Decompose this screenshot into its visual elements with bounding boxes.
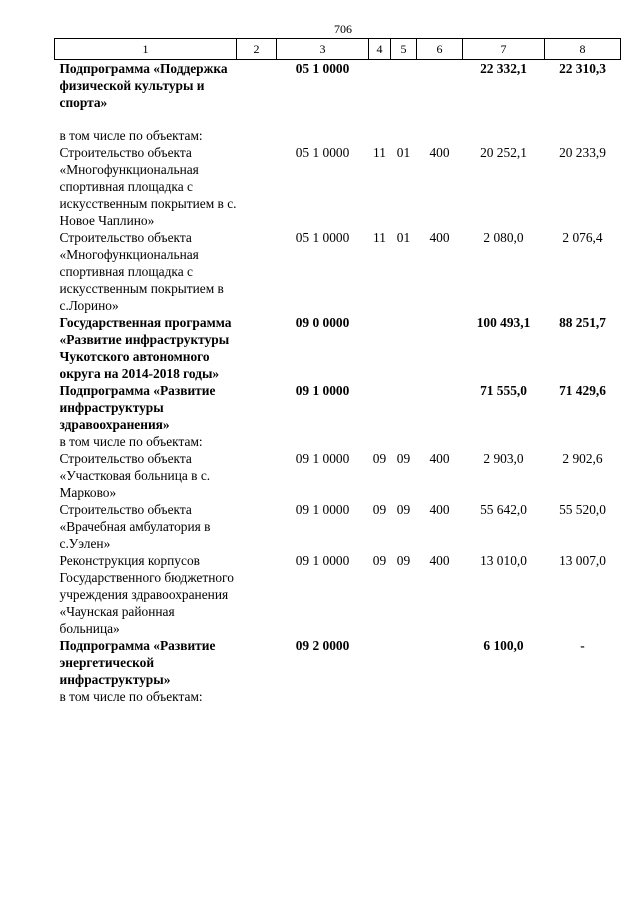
item-fact: - xyxy=(580,638,585,653)
item-name: Строительство объекта «Врачебная амбулатория в с.Уэлен» xyxy=(59,502,211,551)
table-row xyxy=(55,433,621,450)
item-plan: 22 332,1 xyxy=(480,61,527,76)
item-pr: 01 xyxy=(396,145,411,160)
header-cell: 4 xyxy=(369,39,391,60)
item-rz xyxy=(369,314,391,382)
item-vr: 400 xyxy=(429,451,450,466)
item-name: Государственная программа «Развитие инфраструктуры Чукотского автономного округа на 2014-2018 годы» xyxy=(59,315,232,381)
item-code: 09 1 0000 xyxy=(295,502,350,517)
item-fact: 55 520,0 xyxy=(559,502,606,517)
item-name: Реконструкция корпусов Государственного бюджетного учреждения здравоохранения «Чаунская районная больница» xyxy=(59,553,234,636)
item-plan: 2 080,0 xyxy=(483,230,524,245)
item-vr: 400 xyxy=(429,230,450,245)
table-row xyxy=(55,127,621,144)
header-cell: 1 xyxy=(55,39,237,60)
table-row xyxy=(55,229,621,314)
item-vr xyxy=(417,60,463,112)
item-vr: 400 xyxy=(429,502,450,517)
item-fact: 71 429,6 xyxy=(559,383,606,398)
item-code: 09 1 0000 xyxy=(295,451,350,466)
budget-table xyxy=(54,38,621,705)
header-cell: 5 xyxy=(391,39,417,60)
header-cell: 2 xyxy=(237,39,277,60)
item-plan: 71 555,0 xyxy=(480,383,527,398)
table-row xyxy=(55,501,621,552)
item-rz: 11 xyxy=(373,230,386,245)
header-cell: 6 xyxy=(417,39,463,60)
item-code: 09 1 0000 xyxy=(295,383,350,398)
item-vr: 400 xyxy=(429,145,450,160)
item-fact: 2 076,4 xyxy=(562,230,603,245)
item-plan: 13 010,0 xyxy=(480,553,527,568)
item-rz: 11 xyxy=(373,145,386,160)
header-cell: 7 xyxy=(463,39,545,60)
item-pr xyxy=(391,637,417,688)
item-pr: 09 xyxy=(396,451,411,466)
item-rz xyxy=(369,382,391,433)
item-rz xyxy=(369,60,391,112)
item-plan: 20 252,1 xyxy=(480,145,527,160)
item-code: 09 1 0000 xyxy=(295,553,350,568)
item-fact: 20 233,9 xyxy=(559,145,606,160)
item-pr: 09 xyxy=(396,553,411,568)
item-vr xyxy=(417,314,463,382)
header-cell: 3 xyxy=(277,39,369,60)
item-code: 09 2 0000 xyxy=(295,638,350,653)
item-plan: 2 903,0 xyxy=(483,451,524,466)
item-vr: 400 xyxy=(429,553,450,568)
item-pr xyxy=(391,60,417,112)
item-pr: 01 xyxy=(396,230,411,245)
item-name: Строительство объекта «Участковая больница в с. Марково» xyxy=(59,451,211,500)
item-fact: 13 007,0 xyxy=(559,553,606,568)
table-row xyxy=(55,637,621,688)
item-name: в том числе по объектам: xyxy=(59,689,203,704)
table-row xyxy=(55,552,621,637)
item-fact: 2 902,6 xyxy=(562,451,603,466)
item-pr: 09 xyxy=(396,502,411,517)
item-code: 05 1 0000 xyxy=(295,230,350,245)
header-cell: 8 xyxy=(545,39,621,60)
item-name: Строительство объекта «Многофункциональная спортивная площадка с искусственным покрытием в с. Новое Чаплино» xyxy=(59,145,237,228)
item-vr xyxy=(417,637,463,688)
table-row xyxy=(55,314,621,382)
item-vr xyxy=(417,382,463,433)
page-number: 706 xyxy=(334,22,352,36)
table-row xyxy=(55,382,621,433)
item-name: Подпрограмма «Поддержка физической культуры и спорта» xyxy=(59,61,228,110)
item-name: Строительство объекта «Многофункциональная спортивная площадка с искусственным покрытием в с.Лорино» xyxy=(59,230,224,313)
item-pr xyxy=(391,382,417,433)
item-rz: 09 xyxy=(372,502,387,517)
item-rz xyxy=(369,637,391,688)
item-code: 09 0 0000 xyxy=(295,315,350,330)
table-row xyxy=(55,60,621,112)
header-row xyxy=(55,39,621,60)
item-plan: 55 642,0 xyxy=(480,502,527,517)
item-name: Подпрограмма «Развитие инфраструктуры здравоохранения» xyxy=(59,383,216,432)
table-row xyxy=(55,450,621,501)
item-name: в том числе по объектам: xyxy=(59,434,203,449)
table-row xyxy=(55,144,621,229)
item-name: в том числе по объектам: xyxy=(59,128,203,143)
item-plan: 6 100,0 xyxy=(483,638,524,653)
item-fact: 88 251,7 xyxy=(559,315,606,330)
item-plan: 100 493,1 xyxy=(476,315,531,330)
item-rz: 09 xyxy=(372,451,387,466)
item-rz: 09 xyxy=(372,553,387,568)
item-name: Подпрограмма «Развитие энергетической инфраструктуры» xyxy=(59,638,216,687)
item-code: 05 1 0000 xyxy=(295,61,350,76)
table-row xyxy=(55,688,621,705)
item-pr xyxy=(391,314,417,382)
item-code: 05 1 0000 xyxy=(295,145,350,160)
item-fact: 22 310,3 xyxy=(559,61,606,76)
